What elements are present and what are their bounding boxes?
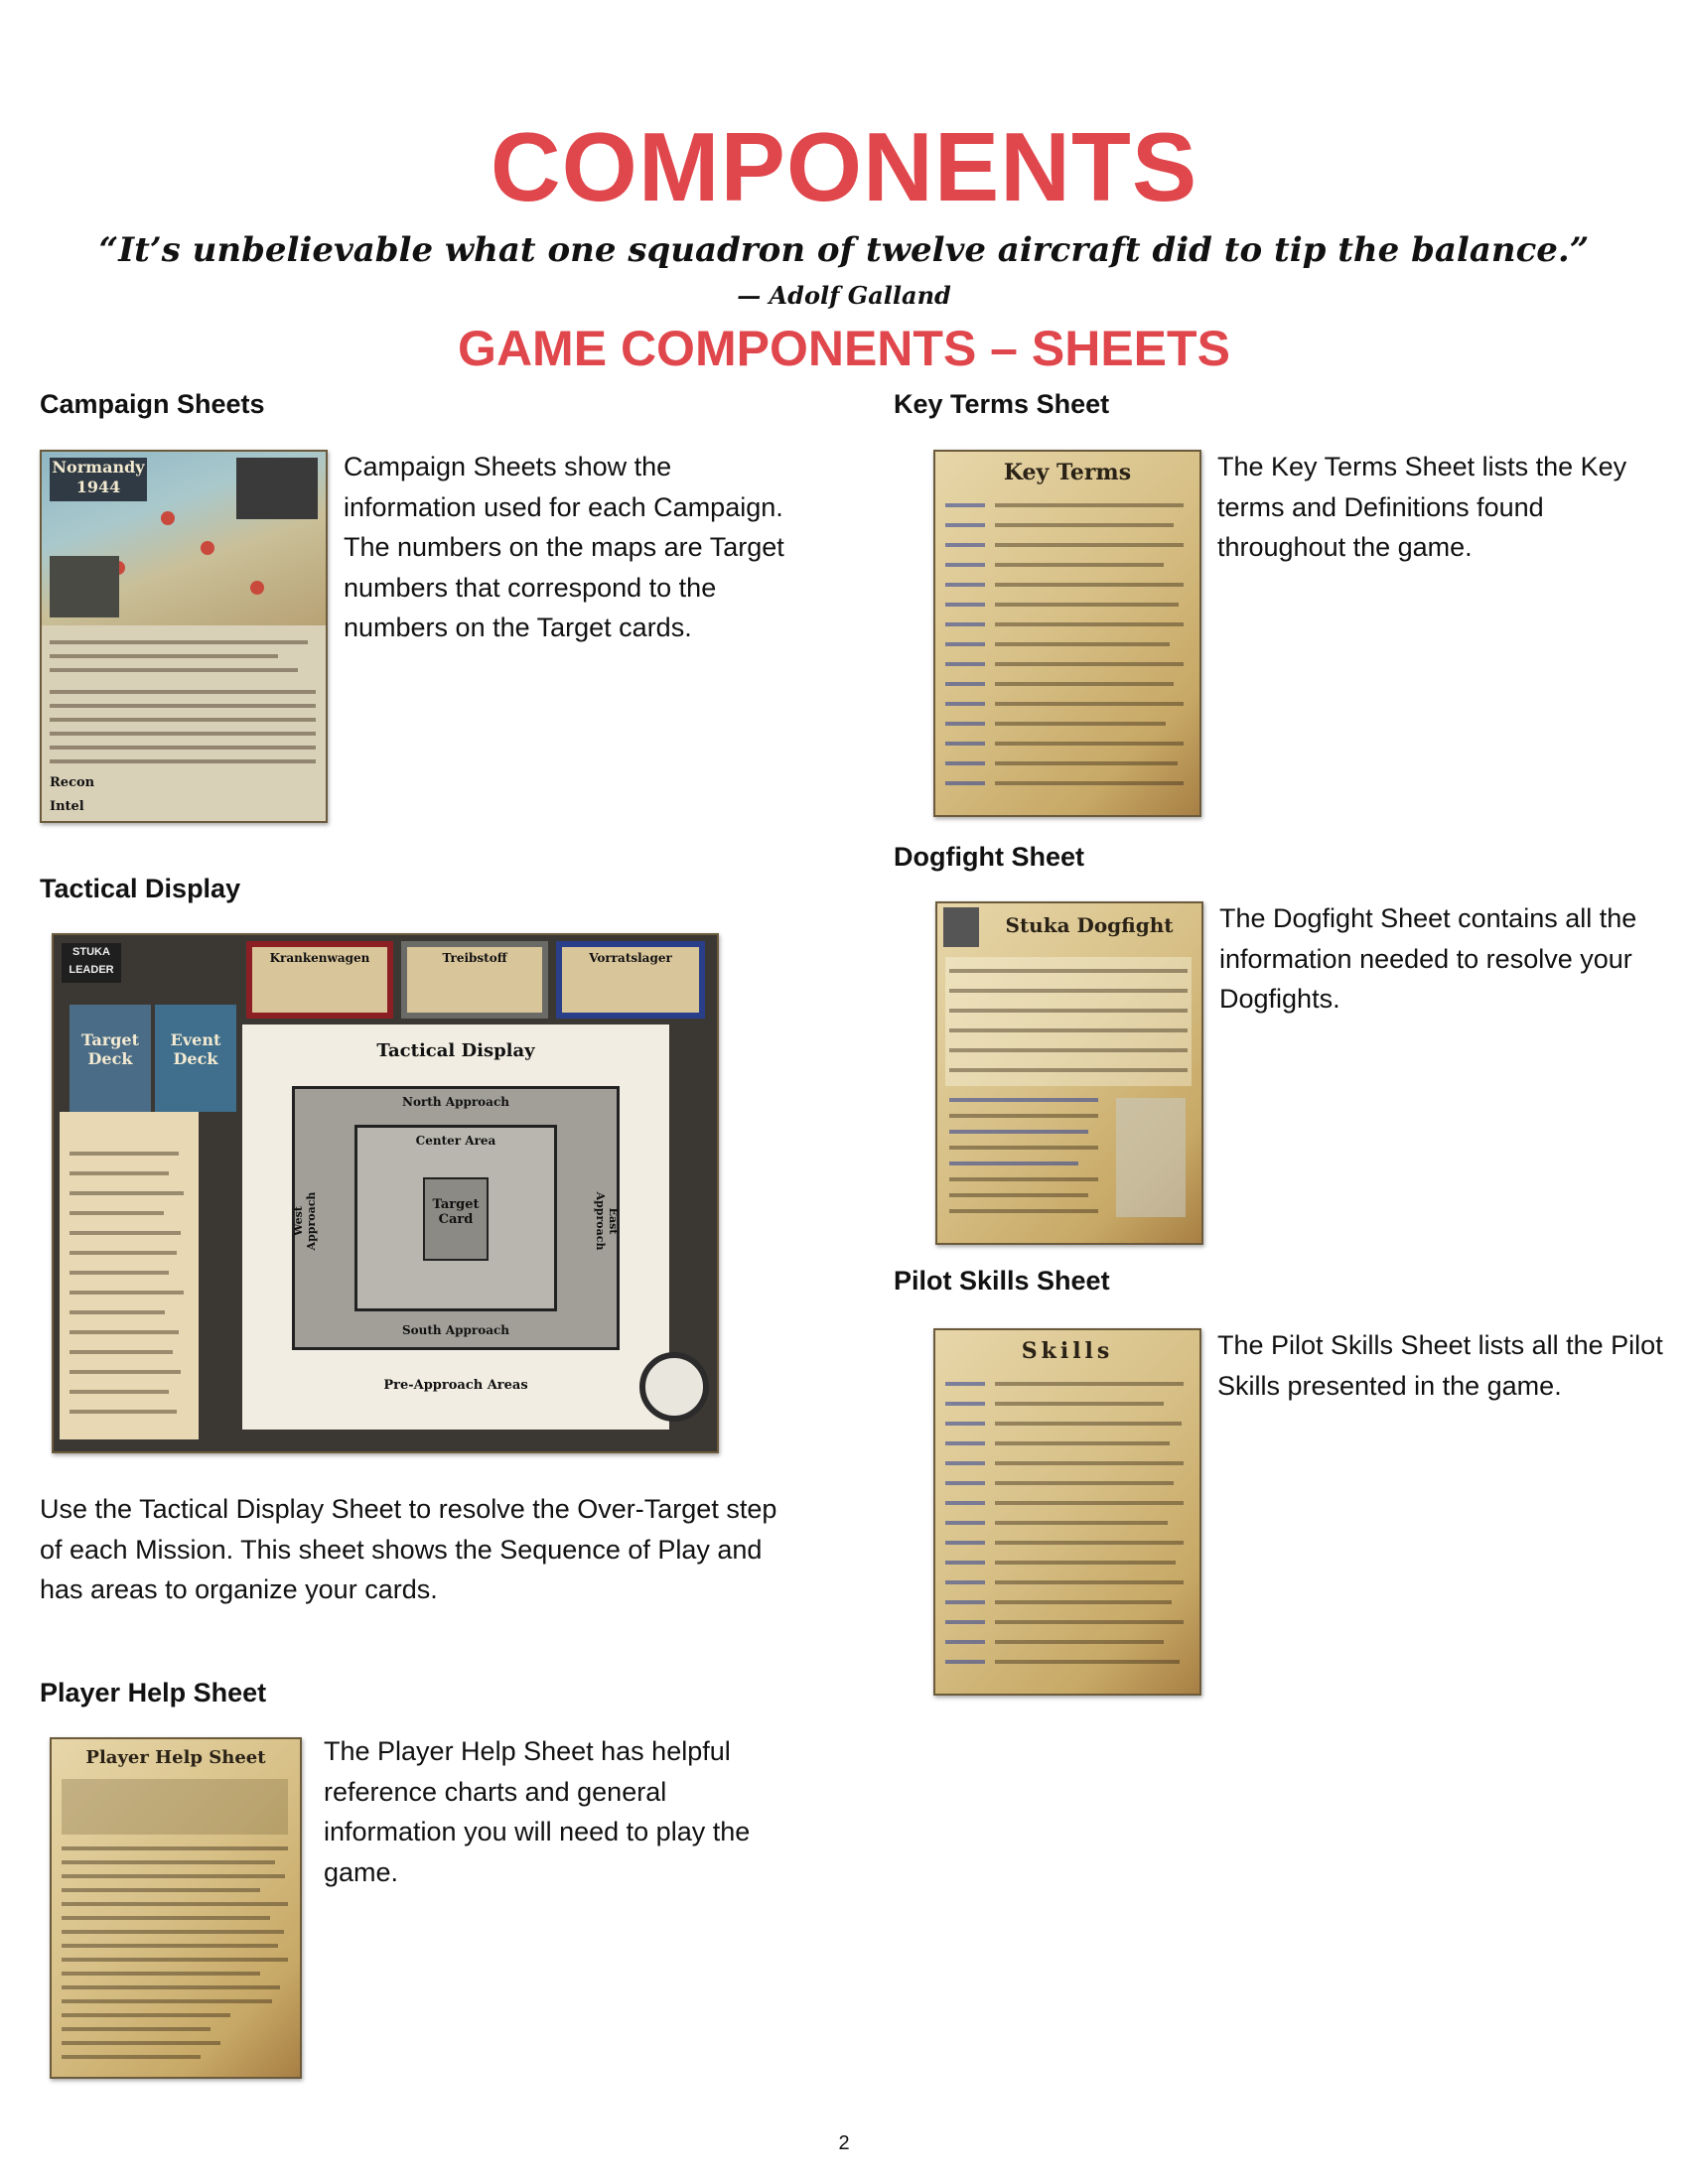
center-area	[354, 1125, 557, 1311]
campaign-sheet-image	[40, 450, 328, 823]
key-terms-image-title: Key Terms	[1003, 460, 1132, 485]
aircraft-sketch	[1116, 1098, 1186, 1217]
recon-label: Recon	[50, 775, 95, 790]
campaign-map	[42, 452, 326, 625]
west-approach: West Approach	[292, 1191, 318, 1251]
dogfight-image-title: Stuka Dogfight	[1005, 913, 1174, 937]
target-marker	[161, 511, 175, 525]
target-marker	[250, 581, 264, 595]
pilot-portrait	[943, 907, 979, 947]
supply-dump-card-title: Vorratslager	[562, 947, 699, 1013]
approach-frame	[292, 1086, 620, 1350]
page-title: COMPONENTS	[490, 112, 1198, 221]
reference-table	[62, 1779, 288, 1835]
tactical-description: Use the Tactical Display Sheet to resolve the Over-Target step of each Mission. This sheet shows the Sequence of Play and has areas to organize your cards.	[40, 1494, 777, 1604]
fuel-depot-card-title: Treibstoff	[407, 947, 542, 1013]
epigraph-author: — Adolf Galland	[737, 281, 951, 310]
stuka-leader-logo: STUKA LEADER	[62, 943, 121, 983]
target-deck: Target Deck	[70, 1005, 151, 1112]
fuel-depot-card	[401, 941, 548, 1019]
dogfight-table	[945, 957, 1192, 1086]
ambulance-card	[246, 941, 393, 1019]
pilot-skills-description: The Pilot Skills Sheet lists all the Pilot Skills presented in the game.	[1217, 1330, 1663, 1401]
key-terms-description: The Key Terms Sheet lists the Key terms and Definitions found throughout the game.	[1217, 452, 1627, 562]
key-terms-sheet-image	[933, 450, 1201, 817]
section-subtitle: GAME COMPONENTS – SHEETS	[458, 321, 1230, 376]
east-approach: East Approach	[594, 1191, 620, 1251]
target-card-slot: Target Card	[423, 1177, 489, 1261]
aircraft-photo	[236, 458, 318, 519]
north-approach: North Approach	[402, 1095, 509, 1109]
supply-dump-card	[556, 941, 705, 1019]
event-deck: Event Deck	[155, 1005, 236, 1112]
tactical-board-title: Tactical Display	[376, 1040, 535, 1061]
target-marker	[201, 541, 214, 555]
epigraph-quote: “It’s unbelievable what one squadron of twelve aircraft did to tip the balance.”	[98, 230, 1590, 270]
campaign-info-box	[50, 556, 119, 617]
campaign-description: Campaign Sheets show the information used for each Campaign. The numbers on the maps are Target numbers that correspond to the numbers on the Target cards.	[344, 452, 784, 642]
dogfight-description: The Dogfight Sheet contains all the information needed to resolve your Dogfights.	[1219, 903, 1637, 1014]
intel-label: Intel	[50, 799, 84, 814]
coffee-cup	[639, 1352, 709, 1422]
pre-approach-areas: Pre-Approach Areas	[383, 1378, 528, 1393]
page-number: 2	[838, 2132, 850, 2154]
pilot-skills-sheet-image	[933, 1328, 1201, 1696]
dogfight-sheet-image	[935, 901, 1203, 1245]
player-help-sheet-image	[50, 1737, 302, 2079]
sequence-of-play-notepad	[60, 1112, 199, 1439]
player-help-description: The Player Help Sheet has helpful reference charts and general information you will need to play the game.	[324, 1736, 751, 1887]
tactical-heading: Tactical Display	[40, 874, 241, 903]
player-help-heading: Player Help Sheet	[40, 1678, 267, 1707]
tactical-display-image	[52, 933, 719, 1453]
pilot-skills-heading: Pilot Skills Sheet	[894, 1266, 1110, 1296]
campaign-heading: Campaign Sheets	[40, 389, 265, 419]
tactical-board	[242, 1024, 669, 1430]
center-area-label: Center Area	[415, 1134, 496, 1148]
ambulance-card-title: Krankenwagen	[252, 947, 387, 1013]
player-help-image-title: Player Help Sheet	[85, 1747, 266, 1768]
dogfight-heading: Dogfight Sheet	[894, 842, 1084, 872]
key-terms-heading: Key Terms Sheet	[894, 389, 1110, 419]
pilot-skills-image-title: Skills	[1021, 1338, 1114, 1364]
south-approach: South Approach	[401, 1323, 510, 1337]
campaign-map-title: Normandy 1944	[50, 458, 147, 501]
